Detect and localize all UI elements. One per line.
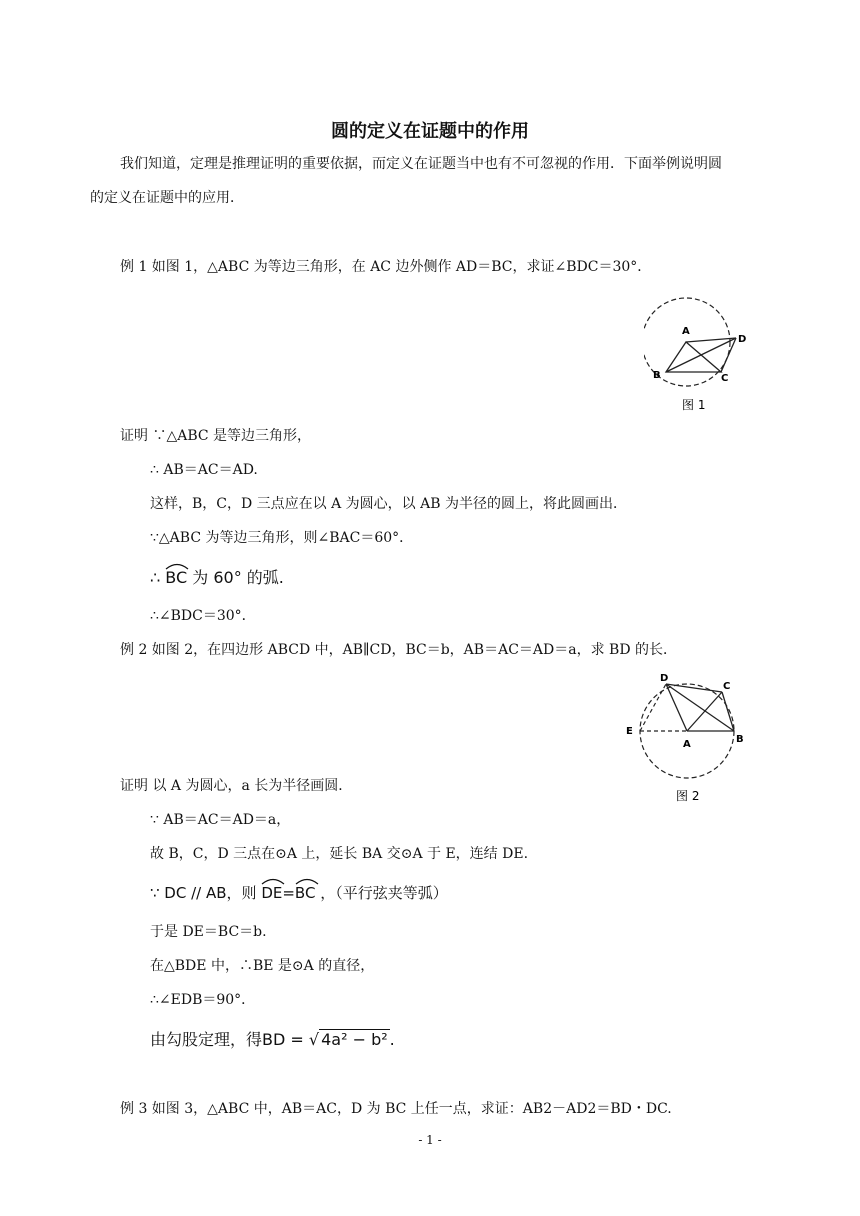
- fig2-label-c: C: [723, 681, 731, 692]
- equals-sign: =: [282, 884, 295, 902]
- example2-line-0: ∵ AB＝AC＝AD＝a，: [150, 812, 291, 828]
- fig2-caption: 图 2: [676, 789, 700, 803]
- fig1-label-d: D: [738, 334, 747, 345]
- example1-arc-line: [150, 569, 284, 587]
- fig2-label-b: B: [736, 734, 744, 745]
- parallel-prefix: ∵ DC // AB，则: [150, 884, 257, 902]
- parallel-suffix: ，（平行弦夹等弧）: [320, 884, 448, 902]
- example2-parallel-line: [150, 884, 448, 902]
- example2-statement: 例 2 如图 2，在四边形 ABCD 中，AB∥CD，BC＝b，AB＝AC＝AD＝a，求 BD 的长．: [120, 642, 677, 658]
- example2-line2-2: ∴∠EDB＝90°．: [150, 992, 256, 1008]
- fig2-label-d: D: [660, 673, 669, 684]
- arc-suffix: 为 60° 的弧.: [192, 568, 284, 587]
- page-title: 圆的定义在证题中的作用: [331, 121, 529, 142]
- pythagorean-line: [150, 1031, 395, 1049]
- fig2-label-e: E: [626, 726, 633, 737]
- intro-line-1: 我们知道，定理是推理证明的重要依据，而定义在证题当中也有不可忽视的作用．下面举例说明圆: [120, 156, 722, 172]
- page-number: - 1 -: [418, 1133, 442, 1147]
- example2-line-1: 故 B，C，D 三点在⊙A 上，延长 BA 交⊙A 于 E，连结 DE.: [150, 846, 529, 862]
- fig1-label-c: C: [721, 373, 729, 384]
- figure-2-diagram: [622, 668, 752, 804]
- example2-proof-start: 证明 以 A 为圆心，a 长为半径画圆．: [120, 778, 353, 794]
- example1-statement: 例 1 如图 1，△ABC 为等边三角形，在 AC 边外侧作 AD＝BC，求证∠BDC＝30°．: [120, 259, 652, 275]
- example1-proof-2: 这样，B，C，D 三点应在以 A 为圆心，以 AB 为半径的圆上，将此圆画出．: [150, 496, 627, 512]
- fig1-label-a: A: [682, 326, 690, 337]
- example1-conclusion: ∴∠BDC＝30°．: [150, 608, 256, 624]
- pythagorean-suffix: .: [389, 1030, 395, 1049]
- fig2-label-a: A: [683, 739, 691, 750]
- arc-bc: [165, 569, 187, 587]
- arc-icon: [295, 877, 319, 885]
- example2-line2-1: 在△BDE 中，∴BE 是⊙A 的直径，: [150, 958, 375, 974]
- arc-icon: [261, 877, 285, 885]
- example2-line2-0: 于是 DE＝BC＝b.: [150, 924, 267, 940]
- example1-proof-1: ∴ AB＝AC＝AD.: [150, 462, 258, 478]
- arc-bc-2: [295, 884, 316, 902]
- arc-bc-2-label: BC: [294, 884, 316, 902]
- figure-2: [622, 668, 752, 804]
- sqrt-icon: √: [308, 1030, 320, 1049]
- example3-statement: 例 3 如图 3，△ABC 中，AB＝AC，D 为 BC 上任一点，求证：AB2－AD2＝BD・DC.: [120, 1101, 672, 1117]
- fig1-label-b: B: [653, 370, 661, 381]
- arc-bc-label: BC: [165, 568, 188, 587]
- pythagorean-prefix: 由勾股定理，得BD =: [150, 1030, 304, 1049]
- arc-icon: [165, 562, 189, 570]
- arc-de: [261, 884, 282, 902]
- intro-line-2: 的定义在证题中的应用．: [90, 190, 244, 206]
- therefore-symbol: ∴: [150, 568, 161, 587]
- example1-proof-3: ∵△ABC 为等边三角形，则∠BAC＝60°．: [150, 530, 414, 546]
- fig1-caption: 图 1: [682, 398, 706, 412]
- example1-proof-0: 证明 ∵△ABC 是等边三角形，: [120, 428, 312, 444]
- sqrt-radicand: 4a² − b²: [321, 1030, 388, 1049]
- arc-de-label: DE: [261, 884, 283, 902]
- figure-1: [644, 292, 754, 412]
- figure-1-diagram: [644, 292, 754, 412]
